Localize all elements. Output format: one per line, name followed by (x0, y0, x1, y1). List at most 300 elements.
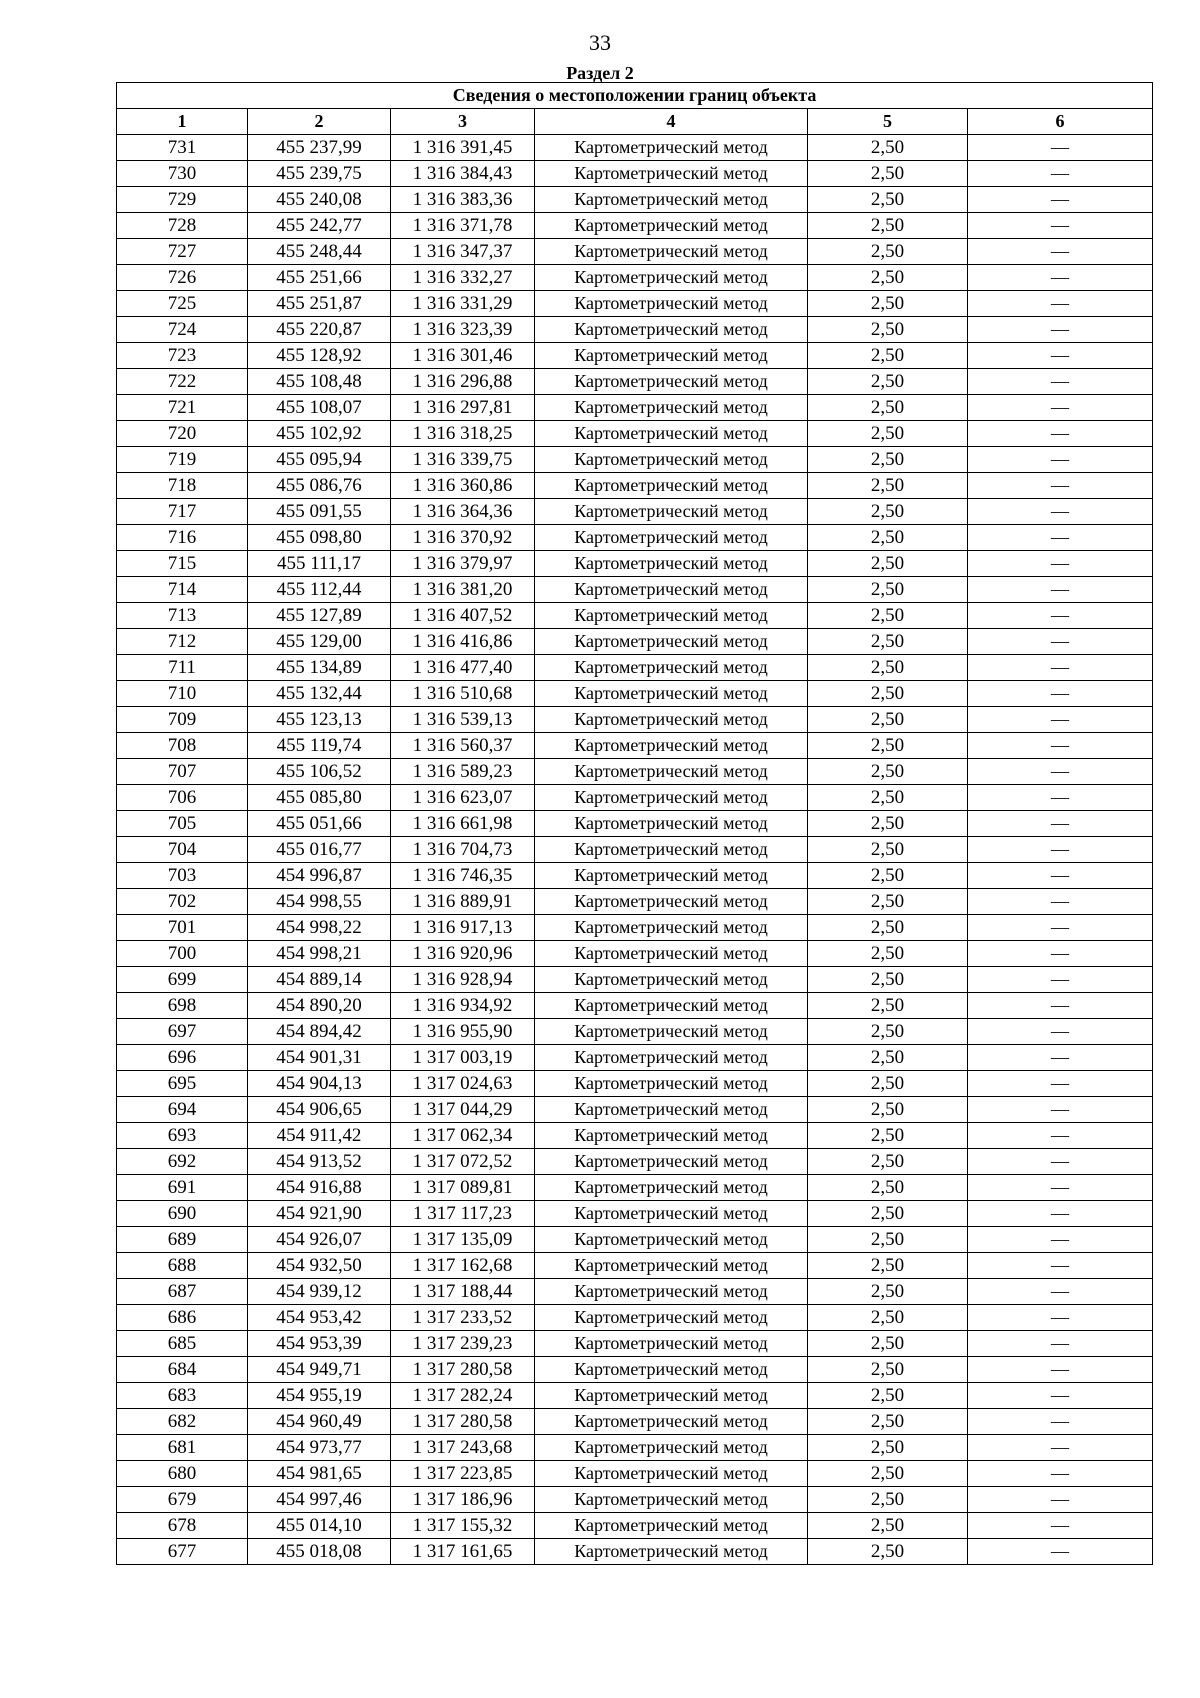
method-cell: Картометрический метод (535, 1201, 808, 1227)
method-cell: Картометрический метод (535, 395, 808, 421)
table-row (117, 1253, 1153, 1279)
description-cell: — (968, 1539, 1153, 1565)
accuracy-cell: 2,50 (808, 239, 968, 265)
point-number-cell: 688 (117, 1253, 248, 1279)
description-cell: — (968, 1279, 1153, 1305)
accuracy-cell: 2,50 (808, 1513, 968, 1539)
description-cell: — (968, 1513, 1153, 1539)
x-coordinate-cell: 454 894,42 (248, 1019, 391, 1045)
description-cell: — (968, 343, 1153, 369)
y-coordinate-cell: 1 317 282,24 (391, 1383, 535, 1409)
table-body (117, 135, 1153, 1565)
y-coordinate-cell: 1 316 339,75 (391, 447, 535, 473)
table-row (117, 1045, 1153, 1071)
method-cell: Картометрический метод (535, 863, 808, 889)
x-coordinate-cell: 454 921,90 (248, 1201, 391, 1227)
accuracy-cell: 2,50 (808, 889, 968, 915)
method-cell: Картометрический метод (535, 759, 808, 785)
table-row (117, 1305, 1153, 1331)
point-number-cell: 723 (117, 343, 248, 369)
accuracy-cell: 2,50 (808, 265, 968, 291)
description-cell: — (968, 1071, 1153, 1097)
method-cell: Картометрический метод (535, 1357, 808, 1383)
method-cell: Картометрический метод (535, 1123, 808, 1149)
y-coordinate-cell: 1 317 162,68 (391, 1253, 535, 1279)
point-number-cell: 709 (117, 707, 248, 733)
method-cell: Картометрический метод (535, 1227, 808, 1253)
accuracy-cell: 2,50 (808, 1305, 968, 1331)
point-number-cell: 700 (117, 941, 248, 967)
x-coordinate-cell: 455 239,75 (248, 161, 391, 187)
accuracy-cell: 2,50 (808, 447, 968, 473)
method-cell: Картометрический метод (535, 187, 808, 213)
x-coordinate-cell: 455 106,52 (248, 759, 391, 785)
table-row (117, 135, 1153, 161)
column-number-row (117, 109, 1153, 135)
x-coordinate-cell: 455 220,87 (248, 317, 391, 343)
point-number-cell: 715 (117, 551, 248, 577)
table-row (117, 1461, 1153, 1487)
table-row (117, 837, 1153, 863)
description-cell: — (968, 1383, 1153, 1409)
y-coordinate-cell: 1 317 024,63 (391, 1071, 535, 1097)
point-number-cell: 694 (117, 1097, 248, 1123)
y-coordinate-cell: 1 316 477,40 (391, 655, 535, 681)
method-cell: Картометрический метод (535, 1019, 808, 1045)
table-row (117, 1097, 1153, 1123)
point-number-cell: 717 (117, 499, 248, 525)
table-row (117, 369, 1153, 395)
accuracy-cell: 2,50 (808, 343, 968, 369)
description-cell: — (968, 1305, 1153, 1331)
x-coordinate-cell: 454 981,65 (248, 1461, 391, 1487)
accuracy-cell: 2,50 (808, 1487, 968, 1513)
point-number-cell: 681 (117, 1435, 248, 1461)
x-coordinate-cell: 455 112,44 (248, 577, 391, 603)
x-coordinate-cell: 454 996,87 (248, 863, 391, 889)
description-cell: — (968, 1461, 1153, 1487)
x-coordinate-cell: 455 051,66 (248, 811, 391, 837)
accuracy-cell: 2,50 (808, 733, 968, 759)
point-number-cell: 697 (117, 1019, 248, 1045)
point-number-cell: 692 (117, 1149, 248, 1175)
y-coordinate-cell: 1 316 379,97 (391, 551, 535, 577)
point-number-cell: 729 (117, 187, 248, 213)
x-coordinate-cell: 455 132,44 (248, 681, 391, 707)
method-cell: Картометрический метод (535, 837, 808, 863)
table-row (117, 343, 1153, 369)
table-row (117, 629, 1153, 655)
point-number-cell: 712 (117, 629, 248, 655)
description-cell: — (968, 629, 1153, 655)
x-coordinate-cell: 454 953,42 (248, 1305, 391, 1331)
description-cell: — (968, 213, 1153, 239)
point-number-cell: 691 (117, 1175, 248, 1201)
description-cell: — (968, 265, 1153, 291)
point-number-cell: 726 (117, 265, 248, 291)
description-cell: — (968, 1227, 1153, 1253)
y-coordinate-cell: 1 316 623,07 (391, 785, 535, 811)
accuracy-cell: 2,50 (808, 1253, 968, 1279)
y-coordinate-cell: 1 316 560,37 (391, 733, 535, 759)
y-coordinate-cell: 1 317 003,19 (391, 1045, 535, 1071)
x-coordinate-cell: 454 953,39 (248, 1331, 391, 1357)
method-cell: Картометрический метод (535, 733, 808, 759)
accuracy-cell: 2,50 (808, 655, 968, 681)
method-cell: Картометрический метод (535, 1305, 808, 1331)
method-cell: Картометрический метод (535, 577, 808, 603)
y-coordinate-cell: 1 316 416,86 (391, 629, 535, 655)
description-cell: — (968, 681, 1153, 707)
y-coordinate-cell: 1 317 135,09 (391, 1227, 535, 1253)
point-number-cell: 699 (117, 967, 248, 993)
description-cell: — (968, 1123, 1153, 1149)
method-cell: Картометрический метод (535, 655, 808, 681)
x-coordinate-cell: 454 932,50 (248, 1253, 391, 1279)
point-number-cell: 711 (117, 655, 248, 681)
y-coordinate-cell: 1 316 510,68 (391, 681, 535, 707)
accuracy-cell: 2,50 (808, 967, 968, 993)
x-coordinate-cell: 455 242,77 (248, 213, 391, 239)
y-coordinate-cell: 1 316 331,29 (391, 291, 535, 317)
table-row (117, 1357, 1153, 1383)
y-coordinate-cell: 1 316 301,46 (391, 343, 535, 369)
accuracy-cell: 2,50 (808, 837, 968, 863)
x-coordinate-cell: 454 889,14 (248, 967, 391, 993)
x-coordinate-cell: 455 014,10 (248, 1513, 391, 1539)
x-coordinate-cell: 455 129,00 (248, 629, 391, 655)
description-cell: — (968, 499, 1153, 525)
x-coordinate-cell: 455 018,08 (248, 1539, 391, 1565)
table-row (117, 1175, 1153, 1201)
point-number-cell: 698 (117, 993, 248, 1019)
point-number-cell: 714 (117, 577, 248, 603)
point-number-cell: 696 (117, 1045, 248, 1071)
y-coordinate-cell: 1 317 155,32 (391, 1513, 535, 1539)
table-row (117, 681, 1153, 707)
x-coordinate-cell: 455 240,08 (248, 187, 391, 213)
point-number-cell: 718 (117, 473, 248, 499)
description-cell: — (968, 1253, 1153, 1279)
x-coordinate-cell: 454 904,13 (248, 1071, 391, 1097)
description-cell: — (968, 577, 1153, 603)
y-coordinate-cell: 1 316 360,86 (391, 473, 535, 499)
point-number-cell: 727 (117, 239, 248, 265)
table-row (117, 291, 1153, 317)
accuracy-cell: 2,50 (808, 1071, 968, 1097)
table-row (117, 473, 1153, 499)
point-number-cell: 684 (117, 1357, 248, 1383)
y-coordinate-cell: 1 317 044,29 (391, 1097, 535, 1123)
table-row (117, 1331, 1153, 1357)
description-cell: — (968, 863, 1153, 889)
description-cell: — (968, 317, 1153, 343)
method-cell: Картометрический метод (535, 1045, 808, 1071)
description-cell: — (968, 395, 1153, 421)
x-coordinate-cell: 455 085,80 (248, 785, 391, 811)
description-cell: — (968, 135, 1153, 161)
table-row (117, 1513, 1153, 1539)
table-row (117, 395, 1153, 421)
description-cell: — (968, 369, 1153, 395)
method-cell: Картометрический метод (535, 707, 808, 733)
x-coordinate-cell: 454 960,49 (248, 1409, 391, 1435)
x-coordinate-cell: 454 911,42 (248, 1123, 391, 1149)
page-number: 33 (589, 30, 611, 55)
point-number-cell: 678 (117, 1513, 248, 1539)
y-coordinate-cell: 1 316 661,98 (391, 811, 535, 837)
accuracy-cell: 2,50 (808, 187, 968, 213)
y-coordinate-cell: 1 316 381,20 (391, 577, 535, 603)
method-cell: Картометрический метод (535, 1149, 808, 1175)
method-cell: Картометрический метод (535, 291, 808, 317)
x-coordinate-cell: 455 095,94 (248, 447, 391, 473)
column-number: 3 (391, 109, 535, 135)
point-number-cell: 693 (117, 1123, 248, 1149)
table-row (117, 499, 1153, 525)
y-coordinate-cell: 1 317 239,23 (391, 1331, 535, 1357)
method-cell: Картометрический метод (535, 785, 808, 811)
table-row (117, 785, 1153, 811)
accuracy-cell: 2,50 (808, 135, 968, 161)
accuracy-cell: 2,50 (808, 1539, 968, 1565)
table-row (117, 733, 1153, 759)
y-coordinate-cell: 1 317 062,34 (391, 1123, 535, 1149)
accuracy-cell: 2,50 (808, 1149, 968, 1175)
method-cell: Картометрический метод (535, 343, 808, 369)
x-coordinate-cell: 454 998,22 (248, 915, 391, 941)
point-number-cell: 702 (117, 889, 248, 915)
method-cell: Картометрический метод (535, 603, 808, 629)
y-coordinate-cell: 1 317 161,65 (391, 1539, 535, 1565)
point-number-cell: 708 (117, 733, 248, 759)
method-cell: Картометрический метод (535, 1435, 808, 1461)
accuracy-cell: 2,50 (808, 1123, 968, 1149)
description-cell: — (968, 655, 1153, 681)
y-coordinate-cell: 1 316 917,13 (391, 915, 535, 941)
method-cell: Картометрический метод (535, 1097, 808, 1123)
accuracy-cell: 2,50 (808, 993, 968, 1019)
description-cell: — (968, 941, 1153, 967)
accuracy-cell: 2,50 (808, 603, 968, 629)
method-cell: Картометрический метод (535, 369, 808, 395)
method-cell: Картометрический метод (535, 915, 808, 941)
y-coordinate-cell: 1 316 539,13 (391, 707, 535, 733)
method-cell: Картометрический метод (535, 213, 808, 239)
accuracy-cell: 2,50 (808, 291, 968, 317)
point-number-cell: 683 (117, 1383, 248, 1409)
point-number-cell: 719 (117, 447, 248, 473)
description-cell: — (968, 1435, 1153, 1461)
description-cell: — (968, 811, 1153, 837)
point-number-cell: 704 (117, 837, 248, 863)
description-cell: — (968, 1409, 1153, 1435)
y-coordinate-cell: 1 316 297,81 (391, 395, 535, 421)
point-number-cell: 721 (117, 395, 248, 421)
method-cell: Картометрический метод (535, 811, 808, 837)
point-number-cell: 682 (117, 1409, 248, 1435)
x-coordinate-cell: 455 086,76 (248, 473, 391, 499)
y-coordinate-cell: 1 317 223,85 (391, 1461, 535, 1487)
accuracy-cell: 2,50 (808, 1097, 968, 1123)
method-cell: Картометрический метод (535, 1461, 808, 1487)
y-coordinate-cell: 1 316 589,23 (391, 759, 535, 785)
description-cell: — (968, 603, 1153, 629)
x-coordinate-cell: 454 890,20 (248, 993, 391, 1019)
accuracy-cell: 2,50 (808, 161, 968, 187)
accuracy-cell: 2,50 (808, 785, 968, 811)
point-number-cell: 710 (117, 681, 248, 707)
point-number-cell: 695 (117, 1071, 248, 1097)
table-row (117, 525, 1153, 551)
table-row (117, 941, 1153, 967)
method-cell: Картометрический метод (535, 889, 808, 915)
column-number: 4 (535, 109, 808, 135)
table-row (117, 1227, 1153, 1253)
method-cell: Картометрический метод (535, 161, 808, 187)
accuracy-cell: 2,50 (808, 1201, 968, 1227)
description-cell: — (968, 291, 1153, 317)
point-number-cell: 722 (117, 369, 248, 395)
table-row (117, 551, 1153, 577)
table-row (117, 213, 1153, 239)
x-coordinate-cell: 454 998,55 (248, 889, 391, 915)
y-coordinate-cell: 1 317 072,52 (391, 1149, 535, 1175)
x-coordinate-cell: 454 901,31 (248, 1045, 391, 1071)
x-coordinate-cell: 455 108,07 (248, 395, 391, 421)
y-coordinate-cell: 1 316 370,92 (391, 525, 535, 551)
description-cell: — (968, 1201, 1153, 1227)
method-cell: Картометрический метод (535, 239, 808, 265)
point-number-cell: 716 (117, 525, 248, 551)
y-coordinate-cell: 1 316 332,27 (391, 265, 535, 291)
method-cell: Картометрический метод (535, 551, 808, 577)
method-cell: Картометрический метод (535, 941, 808, 967)
x-coordinate-cell: 455 251,66 (248, 265, 391, 291)
y-coordinate-cell: 1 317 117,23 (391, 1201, 535, 1227)
description-cell: — (968, 161, 1153, 187)
x-coordinate-cell: 455 128,92 (248, 343, 391, 369)
accuracy-cell: 2,50 (808, 1409, 968, 1435)
accuracy-cell: 2,50 (808, 681, 968, 707)
accuracy-cell: 2,50 (808, 1227, 968, 1253)
point-number-cell: 725 (117, 291, 248, 317)
boundary-coordinates-table (116, 82, 1153, 1565)
table-row (117, 759, 1153, 785)
table-row (117, 1019, 1153, 1045)
x-coordinate-cell: 454 997,46 (248, 1487, 391, 1513)
point-number-cell: 690 (117, 1201, 248, 1227)
description-cell: — (968, 759, 1153, 785)
table-row (117, 1071, 1153, 1097)
x-coordinate-cell: 455 248,44 (248, 239, 391, 265)
table-row (117, 421, 1153, 447)
description-cell: — (968, 473, 1153, 499)
table-row (117, 1123, 1153, 1149)
accuracy-cell: 2,50 (808, 213, 968, 239)
method-cell: Картометрический метод (535, 473, 808, 499)
table-row (117, 239, 1153, 265)
accuracy-cell: 2,50 (808, 421, 968, 447)
y-coordinate-cell: 1 317 280,58 (391, 1357, 535, 1383)
description-cell: — (968, 967, 1153, 993)
point-number-cell: 706 (117, 785, 248, 811)
table-row (117, 1383, 1153, 1409)
method-cell: Картометрический метод (535, 317, 808, 343)
y-coordinate-cell: 1 316 407,52 (391, 603, 535, 629)
method-cell: Картометрический метод (535, 1487, 808, 1513)
description-cell: — (968, 1149, 1153, 1175)
x-coordinate-cell: 455 102,92 (248, 421, 391, 447)
point-number-cell: 680 (117, 1461, 248, 1487)
y-coordinate-cell: 1 316 296,88 (391, 369, 535, 395)
accuracy-cell: 2,50 (808, 317, 968, 343)
y-coordinate-cell: 1 316 704,73 (391, 837, 535, 863)
x-coordinate-cell: 454 955,19 (248, 1383, 391, 1409)
method-cell: Картометрический метод (535, 1175, 808, 1201)
accuracy-cell: 2,50 (808, 395, 968, 421)
table-row (117, 889, 1153, 915)
y-coordinate-cell: 1 316 364,36 (391, 499, 535, 525)
accuracy-cell: 2,50 (808, 941, 968, 967)
table-row (117, 1487, 1153, 1513)
method-cell: Картометрический метод (535, 681, 808, 707)
y-coordinate-cell: 1 317 186,96 (391, 1487, 535, 1513)
x-coordinate-cell: 455 134,89 (248, 655, 391, 681)
point-number-cell: 720 (117, 421, 248, 447)
method-cell: Картометрический метод (535, 1383, 808, 1409)
accuracy-cell: 2,50 (808, 577, 968, 603)
description-cell: — (968, 1487, 1153, 1513)
accuracy-cell: 2,50 (808, 1279, 968, 1305)
y-coordinate-cell: 1 317 188,44 (391, 1279, 535, 1305)
table-row (117, 993, 1153, 1019)
x-coordinate-cell: 455 123,13 (248, 707, 391, 733)
table-row (117, 655, 1153, 681)
accuracy-cell: 2,50 (808, 1383, 968, 1409)
table-row (117, 161, 1153, 187)
point-number-cell: 687 (117, 1279, 248, 1305)
method-cell: Картометрический метод (535, 499, 808, 525)
y-coordinate-cell: 1 316 920,96 (391, 941, 535, 967)
accuracy-cell: 2,50 (808, 499, 968, 525)
accuracy-cell: 2,50 (808, 1045, 968, 1071)
y-coordinate-cell: 1 316 323,39 (391, 317, 535, 343)
x-coordinate-cell: 455 111,17 (248, 551, 391, 577)
point-number-cell: 731 (117, 135, 248, 161)
description-cell: — (968, 1045, 1153, 1071)
y-coordinate-cell: 1 316 928,94 (391, 967, 535, 993)
method-cell: Картометрический метод (535, 1253, 808, 1279)
x-coordinate-cell: 455 127,89 (248, 603, 391, 629)
x-coordinate-cell: 455 237,99 (248, 135, 391, 161)
x-coordinate-cell: 454 973,77 (248, 1435, 391, 1461)
table-row (117, 447, 1153, 473)
accuracy-cell: 2,50 (808, 525, 968, 551)
y-coordinate-cell: 1 316 383,36 (391, 187, 535, 213)
y-coordinate-cell: 1 316 347,37 (391, 239, 535, 265)
x-coordinate-cell: 454 998,21 (248, 941, 391, 967)
point-number-cell: 686 (117, 1305, 248, 1331)
description-cell: — (968, 733, 1153, 759)
method-cell: Картометрический метод (535, 1539, 808, 1565)
table-row (117, 265, 1153, 291)
method-cell: Картометрический метод (535, 421, 808, 447)
point-number-cell: 705 (117, 811, 248, 837)
column-number: 1 (117, 109, 248, 135)
method-cell: Картометрический метод (535, 525, 808, 551)
table-row (117, 1149, 1153, 1175)
